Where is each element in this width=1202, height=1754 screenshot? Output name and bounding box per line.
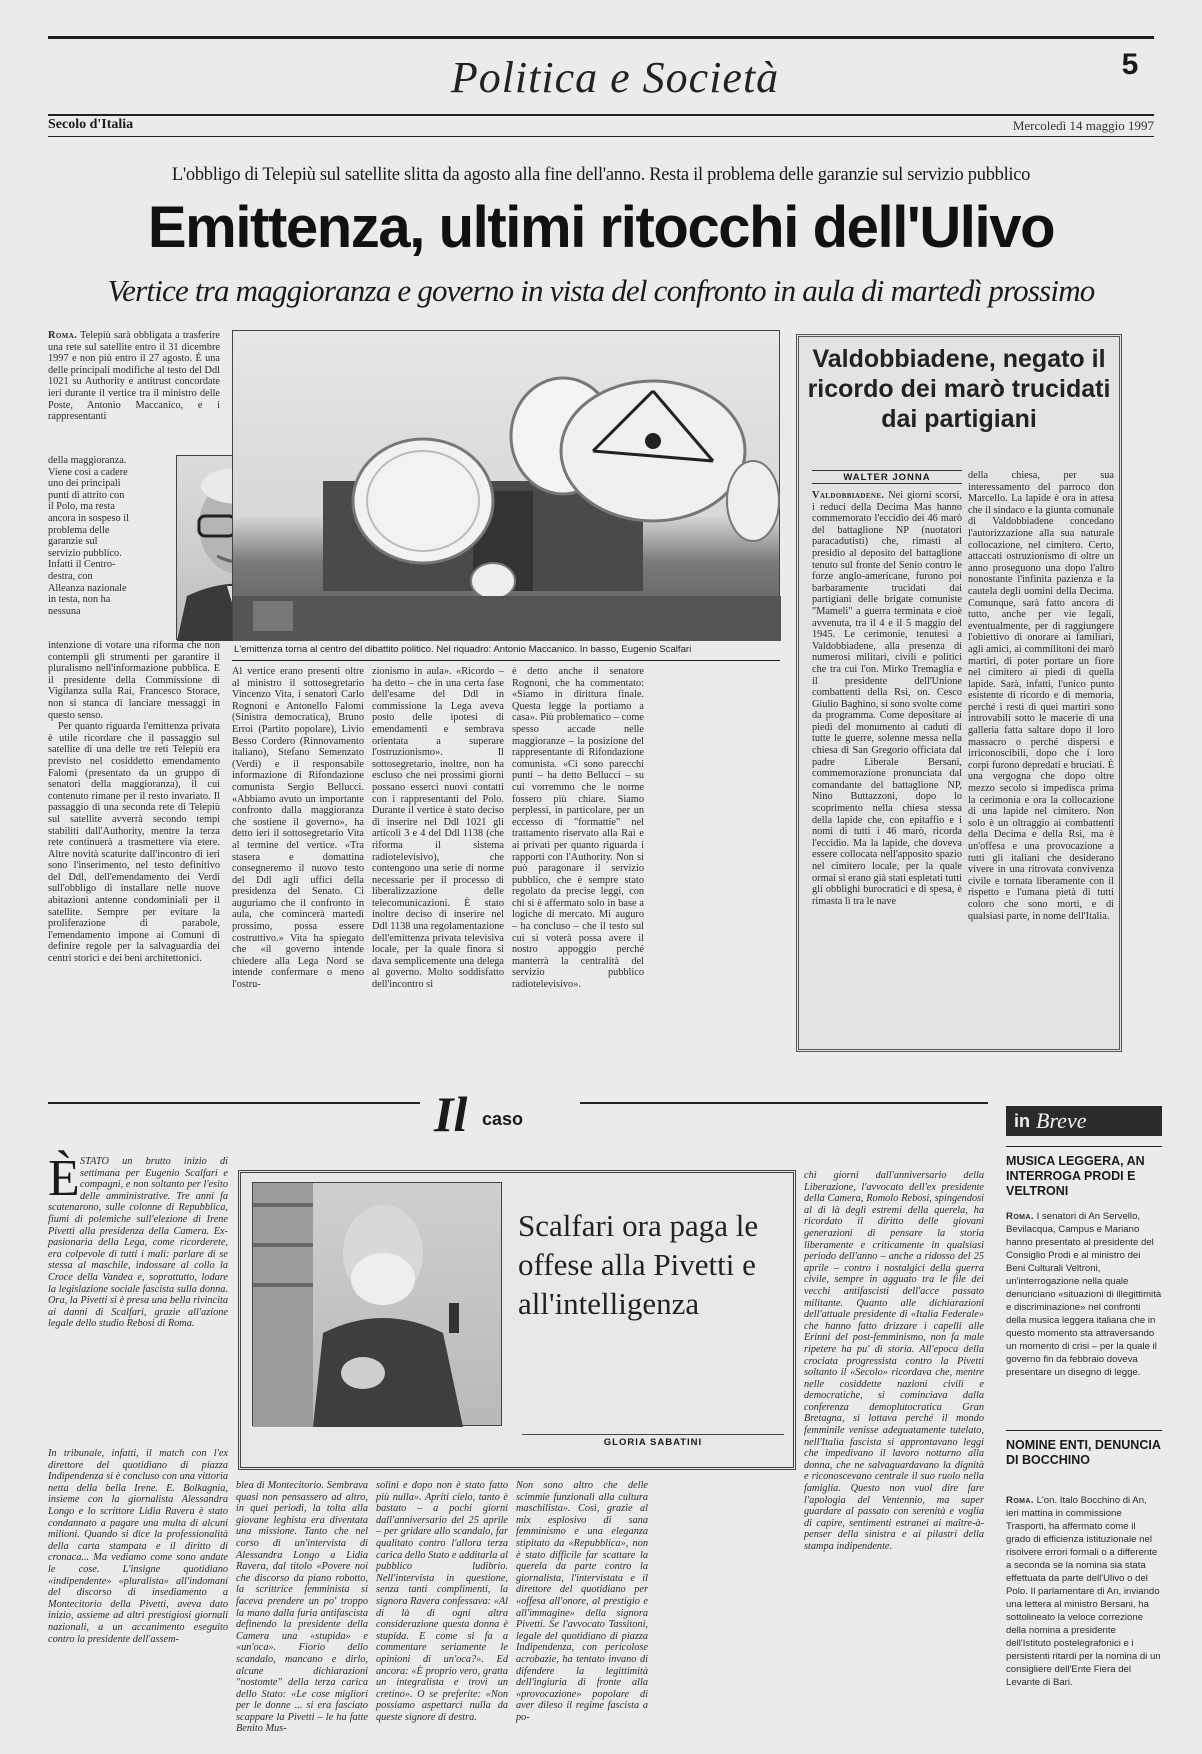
caso-col1-top-text: STATO un brutto inizio di settimana per Eugenio Scalfari e compagni, e non soltanto per l'esito delle amministrative. Tre anni fa scatenarono, sulle colonne di Repubblica, fiumi di polemiche sull'elezione di Irene Pivetti alla presidenza della Camera. Ex-pasionaria della Lega, come ricorderete, era colpevole di tutti i mali: parlare di se stessa al maschile, indossare al collo la Croce della Vandea e, soprattutto, lodare la legislazione sociale fascista sulla donna. Ora, la Pivetti si è presa una bella rivincita ai danni di Scalfari, grazie all'azione legale dello studio Rebosi di Roma. [48, 1156, 228, 1330]
main-col3-text: zionismo in aula». «Ricordo – ha detto – che in una certa fase dell'esame del Ddl in commissione la Lega aveva posto delle ipotesi di emendamenti e sembrava orientata a superare l'ostruzionismo». Il sottosegretario, inoltre, non ha escluso che nei prossimi giorni possano esserci nuovi contatti con i rappresentanti del Polo. Durante il vertice è stato deciso di inserire nel Ddl 1021 gli articoli 3 e 4 del Ddl 1138 (che riforma il sistema radiotelevisivo), che contengono una serie di norme necessarie per il processo di liberalizzazione delle telecomunicazioni. È stato inoltre deciso di inserire nel Ddl 1138 una regolamentazione dell'emittenza privata televisiva locale, per la quale finora si dava semplicemente una delega al governo. Molto soddisfatto dell'incontro si [372, 666, 504, 991]
breve-item1-dateline: Roma. [1006, 1211, 1034, 1222]
article-subhead: Vertice tra maggioranza e governo in vista del confronto in aula di martedì prossimo [107, 273, 1095, 308]
breve-item2-dateline: Roma. [1006, 1495, 1034, 1506]
caption-rule [232, 660, 780, 661]
main-col1-narrow-text: della maggioranza. Viene così a cadere uno dei principali punti di attrito con il Polo, ma resta ancora in sospeso il problema delle garanzie sul servizio pubblico. Infatti il Centro-destra, con Alleanza nazionale in testa, non ha nessuna [48, 455, 129, 617]
in-breve-prefix: in [1014, 1111, 1030, 1131]
in-breve-label [1006, 1106, 1162, 1136]
caso-col2 [236, 1480, 368, 1735]
caso-drop-cap: È [48, 1150, 80, 1207]
main-col4-text: è detto anche il senatore Rognoni, che ha commentato: «Siamo in dirittura finale. Questa legge la portiamo a casa». Più problematico – come spesso accade nelle maggioranze – la posizione del rappresentante di Rifondazione comunista. «Ci sono parecchi punti – ha detto Bellucci – su cui vorremmo che le norme fossero più chiare. Siamo perplessi, in particolare, per un eccesso di "formattie" nel trattamento riservato alla Rai e ai privati per quanto riguarda i rapporti con l'Authority. Non si può paragonare il servizio pubblico, che è sempre stato regolato da precise leggi, con chi si è affermato solo in base a logiche di mercato. Mi auguro – ha concluso – che il testo sul cui si voterà possa avere il nostro appoggio perché manterrà la centralità del servizio pubblico radiotelevisivo». [512, 666, 644, 991]
main-col1-narrow [48, 455, 130, 640]
caso-title: Scalfari ora paga le offese alla Pivetti e all'intelligenza [518, 1208, 759, 1321]
caso-col4 [516, 1480, 648, 1723]
breve-divider [1006, 1430, 1162, 1431]
main-col1-p2-text: Per quanto riguarda l'emittenza privata è utile ricordare che il passaggio sul satellite di una delle tre reti Telepiù era previsto nel cosiddetto emendamento Falomi (presentato da un gruppo di senatori della maggioranza), il cui contenuto rimane per il resto invariato. Il passaggio di una seconda rete di Telepiù sul satellite avverrà secondo tempi stabiliti dall'Authority, mentre la terza rete continuerà a trasmettere via etere. Altre novità scaturite dall'incontro di ieri sono l'inserimento, nel testo definitivo del Ddl, dell'emendamento dei Verdi sull'obbligo di installare nelle nuove abitazioni antenne condominiali per il satellite. Sempre per evitare la proliferazione di parabole, l'emendamento impone ai Comuni di definire regole per la salvaguardia dei centri storici e dei beni architettonici. [48, 721, 220, 965]
breve-item1-body [1006, 1210, 1162, 1418]
breve-item1-title: MUSICA LEGGERA, AN INTERROGA PRODI E VELTRONI [1006, 1154, 1145, 1198]
caso-col4-text: Non sono altro che delle scimmie funzionali alla cultura maschilista». Così, grazie al mix esplosivo di sana femminismo e una eleganza stipitato da «Repubblica», non è stato difficile far scattare la querela da parte contro la giornalista, l'intervistata e il direttore del quotidiano per «offesa all'onore, al prestigio e all'immagine» della signora Pivetti. Se l'avvocato Tassitoni, legale del quotidiano di piazza Indipendenza, con pericolose acrobazie, ha tentato invano di difendere la legittimità dell'ingiuria di fronte alla «provocazione» popolare di aver dileso il regime fascista a po- [516, 1480, 648, 1723]
caso-col1-bottom-text: In tribunale, infatti, il match con l'ex direttore del quotidiano di piazza Indipendenza si è concluso con una vittoria netta della bella Irene. E. Bolkagnia, insieme con la giornalista Alessandra Longo e lo scrittore Lidia Ravera è stato condannato a pagare una multa di alcuni milioni. Quando si dice la professionalità della carta stampata e il diritto di cronaca... Ma vediamo come sono andate le cose. L'insigne quotidiano «indipendente» «pluralista» all'indomani del discorso di insediamento a Montecitorio della Pivetti, aveva dato inizio, assieme ad altri prestigiosi giornali nazionali, a un accanimento eseguito contro la presidente dell'assem- [48, 1448, 228, 1645]
scalfari-photo [252, 1182, 502, 1426]
breve-item2-text: L'on. Italo Bocchino di An, ieri mattina in commissione Trasporti, ha affermato come il grado di efficienza istituzionale nel risolvere errori formali o a differente a seconda se la nomina sia stata effettuata da parte dell'Ulivo o del Polo. Il parlamentare di An, inviando una lettera al ministro Bersani, ha sottolineato la veloce correzione della nomina a presidente dell'Istituto postelegrafonici e i persistenti ritardi per la nomina di un consigliere dell'Ente Fiera del Levante di Bari. [1006, 1495, 1161, 1688]
breve-item2-body [1006, 1494, 1162, 1716]
main-col1-bottom-text: intenzione di votare una riforma che non contempli gli strumenti per garantire il pluralismo nell'informazione pubblica. E il presidente della Commissione di Vigilanza sulla Rai, Francesco Storace, non si stanca di lanciare messaggi in questo senso. [48, 640, 220, 721]
sidebar-headline: Valdobbiadene, negato il ricordo dei marò trucidati dai partigiani [807, 345, 1111, 433]
main-col1-bottom [48, 640, 220, 1040]
main-col1-top-text: Telepiù sarà obbligata a trasferire una rete sul satellite entro il 31 dicembre 1997 e non più entro il 27 agosto. È una delle principali modifiche al testo del Ddl 1021 su Authority e antitrust concordate ieri durante il vertice tra il ministro delle Poste, Antonio Maccanico, e i rappresentanti [48, 330, 221, 423]
breve-item2-title: NOMINE ENTI, DENUNCIA DI BOCCHINO [1006, 1438, 1161, 1467]
top-rule [48, 36, 1154, 39]
caso-col1-bottom [48, 1448, 228, 1716]
satellite-photo [232, 330, 780, 640]
caso-col2-text: blea di Montecitorio. Sembrava quasi non pensassero ad altro, in quei periodi, la tolta alla giovane leghista era diventata una missione. Tanto che nel corso di un'intervista di Alessandra Longo a Lidia Ravera, dal titolo «Povere noi che discorso da piano robotto, la scrittrice femminista si faceva prendere un po' troppo la mano dalla furia antifascista definendo la presidente della Camera una «stupida» e «un'oca». Fiorio dello scandalo, mancano e dirlo, alcune dichiarazioni "nostomte" della terza carica dello Stato: «Le cose migliori per le donne ... si era fasciato scappare la Pivetti – le ha fatte Benito Mus- [236, 1480, 368, 1735]
caso-col5 [804, 1170, 984, 1716]
main-col1-top [48, 330, 220, 455]
main-dateline: Roma. [48, 330, 78, 341]
caso-label [420, 1086, 580, 1142]
main-col2-text: Al vertice erano presenti oltre al ministro il sottosegretario Vincenzo Vita, i senatori Carlo Rognoni e Antonello Falomi (Sinistra democratica), Bruno Erroi (Partito popolare), Livio Besso Cordero (Rinnovamento italiano), Stefano Semenzato (Verdi) e il responsabile informazione di Rifondazione comunista Sergio Bellucci. «Abbiamo avuto un importante confronto dalla maggioranza che sostiene il governo», ha detto ieri il sottosegretario Vita al termine del vertice. «Tra stasera e domattina consegneremo il nuovo testo del Ddl agli uffici della presidenza del Senato. Ci auguriamo che il confronto in aula, che comincerà martedì prossimo, possa essere costruttivo.» Vita ha spiegato che «il governo intende chiedere alla Lega Nord se intende confermare o meno l'ostru- [232, 666, 364, 991]
masthead: Secolo d'Italia [48, 117, 134, 132]
photo-caption: L'emittenza torna al centro del dibattito politico. Nel riquadro: Antonio Maccanico. In basso, Eugenio Scalfari [234, 644, 692, 655]
sidebar-col1 [812, 490, 962, 1038]
caso-col3-text: solini e dopo non è stato fatto più nulla». Apriti cielo, tanto è bastato – a pochi giorni dall'anniversario del 25 aprile – per gridare allo scandalo, far qualitato contro l'allora terza carica dello Stato e additarla al pubblico ludibrio. Nell'intervista in questione, senza tanti complimenti, la signora Ravera confessava: «Al di là di ogni altra considerazione questa donna è stupida. E come si fa a commentare seriamente le opinioni di un'oca?». Ed ancora: «È proprio vero, gratta un integralista e trovi un cretino». O se preferite: «Non possiamo aspettarci nulla da queste signore di destra. [376, 1480, 508, 1723]
header-rule-bottom [48, 136, 1154, 137]
sidebar-col1-text: Nei giorni scorsi, i reduci della Decima Mas hanno commemorato l'eccidio dei 46 marò del battaglione NP (nuotatori paracadutisti) che, rimasti al presidio al deposito del battaglione tenuto sul fronte del Senio contro le forze anglo-americane, furono poi barbaramente trucidati dai partigiani delle brigate comuniste "Mameli" a guerra terminata e cioè avvenuta, tra il 4 e il 5 maggio del 1945. Le cerimonie, tenutesi a Valdobbiadene, alla presenza di numerosi militari, civili e politici che tra cui l'on. Mirko Tremaglia e il presidente dell'Unione combattenti della Rsi, on. Cesco Giulio Baghino, si sono svolte come da programma. Come depositare ai piedi del monumento ai caduti di tutte le guerre, solenne messa nella chiesa di San Gregorio officiata dal padre Liberale Bersani, commemorazione pronunciata dal comandante del battaglione NP, Nino Buttazzoni, dopo lo scoprimento nella chiesa stessa della lapide che, con epitaffio e i nomi di tutti i 46 marò, ricorda l'eccidio. Ma la lapide, che doveva essere collocata nell'apposito spazio nel cimitero locale, per la quale ormai si erano già stati espletati tutti gli obblighi burocratici e di spesa, è rimasta lì tra le nave [812, 490, 962, 907]
sidebar-col2-text: della chiesa, per sua interessamento del parroco don Marcello. La lapide è ora in attesa che il sindaco e la giunta comunale di Valdobbiadene concedano l'autorizzazione alla sua naturale collocazione, nel cimitero. Certo, attaccati ostruzionismo di oltre un anno proseguono una dopo l'altro nonostante l'infinita pazienza e la cautela degli uomini della Decima. Comunque, sarà fatto ancora di tutto, anche per vie legali, eventualmente, per di raggiungere l'obiettivo di onorare ai familiari, agli amici, ai commilitoni dei marò martiri, di poter portare un fiore nel cimitero ai piedi di quella lapide. Sarà, infatti, l'unico punto esistente di ricordo e di memoria, perché i resti di quei martiri sono introvabili sotto le macerie di una galleria fatta saltare dopo il loro massacro o perché dispersi e irriconoscibili, dopo che i loro corpi furono depredati e bruciati. È una vergogna che dopo oltre mezzo secolo si impedisca prima la cerimonia e ora la collocazione di una lapide nel cimitero. Non solo è un oltraggio ai combattenti della Decima e della Rsi, ma è un'offesa e una provocazione a tutti gli italiani che desiderano vivere in una ritrovata convivenza civile e tornata liberamente con il rispetto e l'umana pietà di tutti coloro che sono morti, e di qualsiasi parte, in nome dell'Italia. [968, 470, 1114, 922]
page-number: 5 [1121, 48, 1139, 81]
caso-col3 [376, 1480, 508, 1723]
caso-byline: GLORIA SABATINI [522, 1434, 784, 1450]
caso-label-rest: caso [482, 1109, 524, 1129]
in-breve-rule [1006, 1146, 1162, 1147]
caso-col1-top [48, 1150, 228, 1446]
section-title: Politica e Società [450, 53, 780, 102]
caso-col5-text: chi giorni dall'anniversario della Liberazione, l'avvocato dell'ex presidente della Camera, Romolo Rebosi, spingendosi al di là degli estremi della querela, ha ricordato il diritto delle giovani generazioni di pensare la storia liberamente e criticamente in qualsiasi periodo dell'anno – anche a ridosso del 25 aprile – contro i nostalgici della guerra civile, sempre in agguato tra le file dei vecchi antifascisti dell'acce passato militante. Quanto alle dichiarazioni dell'attuale presidente di «Italia Federale» che hanno fatto drizzare i capelli alle Erinni del post-femminismo, non fa male ripetere ha pu' di storia. All'epoca della crociata progressista contro la Pivetti soltanto il «Secolo» ricordava che, mentre nelle cosiddette nazioni civili e democratiche, si cominciava dalla conferenza demoplutocratica Gran Bretagna, si lottava perché il mondo femminile venisse adeguatamente tutelato, nell'Italia fascista si approntavano leggi che impedivano il lavoro notturno alla donna, che ne salvaguardavano la dignità e riconoscevano centrale il suo ruolo nella famiglia. Questo non vuol dire fare l'apologia del Ventennio, ma saper guardare al passato con serenità e voglia di capire, sentimenti estranei ai maître-à-penser della sinistra e ai pilastri della stampa indipendente. [804, 1170, 984, 1552]
article-headline: Emittenza, ultimi ritocchi dell'Ulivo [147, 195, 1055, 260]
breve-item1-text: I senatori di An Servello, Bevilacqua, Campus e Mariano hanno presentato al presidente del Consiglio Prodi e al ministro dei Beni Culturali Veltroni, un'interrogazione nella quale denunciano «situazioni di illegittimità e discriminazione» nel confronti della musica leggera italiana che in questo momento sta attraversando un momento di crisi – per la quale il governo fin da febbraio doveva presentare un disegno di legge. [1006, 1211, 1162, 1378]
issue-date: Mercoledì 14 maggio 1997 [1012, 118, 1154, 133]
sidebar-col2 [968, 470, 1114, 1038]
caso-label-initial: Il [434, 1086, 468, 1142]
main-col4 [512, 666, 644, 1040]
main-col3 [372, 666, 504, 1040]
sidebar-byline: WALTER JONNA [812, 470, 962, 484]
in-breve-rest: Breve [1036, 1108, 1087, 1133]
sidebar-dateline: Valdobbiadene. [812, 490, 885, 501]
article-kicker: L'obbligo di Telepiù sul satellite slitta da agosto alla fine dell'anno. Resta il problema delle garanzie sul servizio pubblico [171, 165, 1031, 185]
main-col2 [232, 666, 364, 1040]
